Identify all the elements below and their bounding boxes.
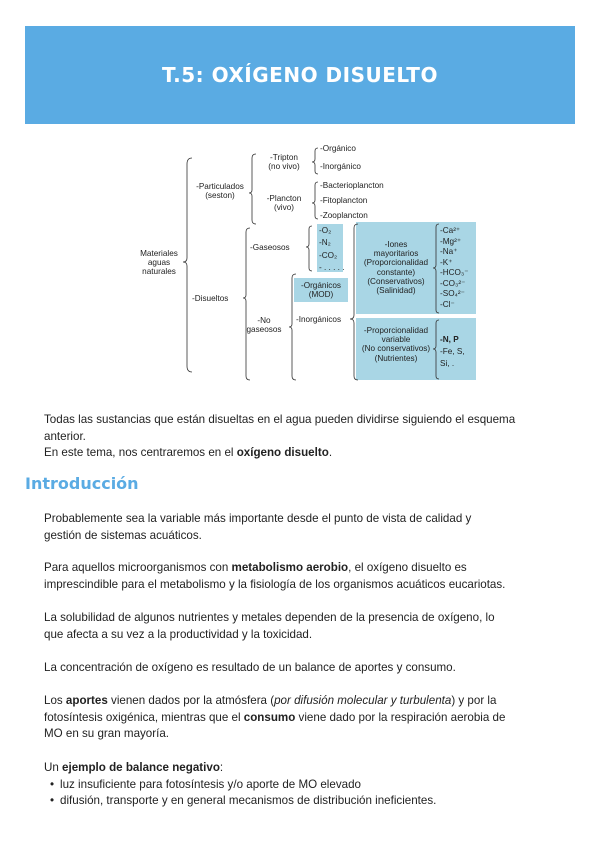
- label-iones: -Iones mayoritarios (Proporcionalidad constante) (Conservativos) (Salinidad): [363, 240, 429, 296]
- paragraph-balance: La concentración de oxígeno es resultado de un balance de aportes y consumo.: [44, 661, 456, 674]
- label-n2: -N₂: [319, 238, 331, 247]
- classification-diagram: [130, 140, 480, 385]
- intro-paragraph: Todas las sustancias que están disueltas en el agua pueden dividirse siguiendo el esquema anterior. En este tema, nos centraremos en el oxígeno disuelto.: [44, 413, 516, 459]
- label-organicos-mod: -Orgánicos (MOD): [300, 281, 342, 300]
- list-item: • luz insuficiente para fotosíntesis y/o aporte de MO elevado: [50, 777, 436, 794]
- label-tripton: -Tripton (no vivo): [268, 153, 300, 172]
- bracket-particulados: [249, 154, 256, 224]
- label-o2: -O₂: [319, 226, 332, 235]
- page-title: T.5: OXÍGENO DISUELTO: [162, 63, 438, 87]
- paragraph-solubility: La solubilidad de algunos nutrientes y metales dependen de la presencia de oxígeno, lo que afecta a su vez a la productividad y la toxicidad.: [44, 611, 495, 641]
- label-fitoplancton: -Fitoplancton: [320, 196, 368, 205]
- list-item: • difusión, transporte y en general mecanismos de distribución ineficientes.: [50, 793, 436, 810]
- label-materiales: Materiales aguas naturales: [140, 249, 178, 277]
- label-plancton: -Plancton (vivo): [266, 194, 302, 213]
- label-disueltos: -Disueltos: [192, 294, 229, 303]
- label-organico: -Orgánico: [320, 144, 356, 153]
- title-banner: [25, 26, 575, 124]
- bracket-tripton: [312, 148, 318, 174]
- label-co2: -CO₂: [319, 251, 338, 260]
- section-heading: Introducción: [25, 474, 139, 493]
- label-particulados: -Particulados (seston): [196, 182, 244, 201]
- label-nutrients: -N, P -Fe, S, Si, .: [440, 335, 465, 368]
- label-ions-list: -Ca²⁺ -Mg²⁺ -Na⁺ -K⁺ -HCO₃⁻ -CO₃²⁻ -SO₄²⁻ -Cl⁻: [440, 226, 469, 309]
- paragraph-importance: Probablemente sea la variable más importante desde el punto de vista de calidad y gestión de sistemas acuáticos.: [44, 512, 472, 542]
- bullet-list: [50, 777, 436, 810]
- label-no-gaseosos: -No gaseosos: [246, 316, 282, 335]
- label-gaseosos: -Gaseosos: [250, 243, 290, 252]
- label-ellipsis: - . . . . .: [319, 263, 345, 272]
- bracket-plancton: [312, 182, 318, 219]
- label-bacterioplancton: -Bacterioplancton: [320, 181, 384, 190]
- label-zooplancton: -Zooplancton: [320, 211, 368, 220]
- label-variable: -Proporcionalidad variable (No conservativos) (Nutrientes): [361, 326, 431, 363]
- label-inorganicos: -Inorgánicos: [296, 315, 342, 324]
- bracket-gaseosos: [306, 226, 312, 271]
- bracket-disueltos: [243, 228, 250, 380]
- paragraph-sources: Los aportes vienen dados por la atmósfera (por difusión molecular y turbulenta) y por la fotosíntesis oxigénica, mientras que el consumo viene dado por la respiración aerobia de MO en su gran mayoría.: [44, 694, 506, 740]
- label-inorganico: -Inorgánico: [320, 162, 361, 171]
- paragraph-aerobic: Para aquellos microorganismos con metabolismo aerobio, el oxígeno disuelto es imprescindible para el metabolismo y la fisiología de los organismos acuáticos eucariotas.: [44, 561, 506, 591]
- paragraph-negative-example: Un ejemplo de balance negativo: • luz insuficiente para fotosíntesis y/o aporte de MO elevado • difusión, transporte y en general mecanismos de distribución ineficientes.: [44, 760, 436, 810]
